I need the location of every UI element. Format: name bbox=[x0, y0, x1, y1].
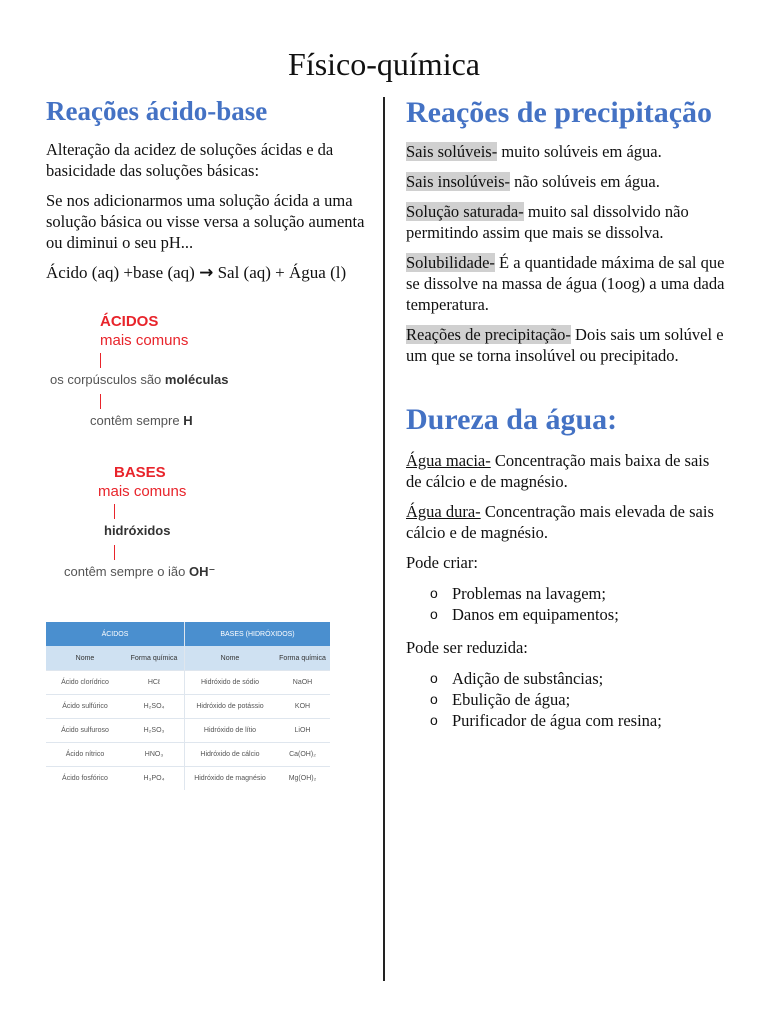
table-row bbox=[46, 671, 330, 695]
table-group-acids: ÁCIDOS bbox=[46, 622, 185, 646]
definition-term: Solubilidade- bbox=[406, 253, 495, 272]
list-item: o Danos em equipamentos; bbox=[430, 604, 726, 625]
can-create-label: Pode criar: bbox=[406, 553, 478, 572]
bases-diagram-connector-2 bbox=[114, 545, 115, 560]
table-cell-acid-formula: H₂SO₄ bbox=[124, 695, 185, 719]
hard-water-text: Concentração mais elevada de sais cálcio e de magnésio. bbox=[406, 502, 714, 542]
soft-water-definition bbox=[406, 450, 726, 492]
table-row bbox=[46, 743, 330, 767]
table-cell-base-name: Hidróxido de magnésio bbox=[185, 767, 276, 791]
acids-diagram bbox=[50, 312, 380, 429]
precipitation-definition bbox=[406, 252, 726, 315]
acids-diagram-connector-2 bbox=[100, 394, 101, 409]
hard-water-term: Água dura- bbox=[406, 502, 481, 521]
equation-products: Sal (aq) + Água (l) bbox=[213, 263, 347, 282]
bases-diagram-line-1 bbox=[50, 522, 380, 539]
table-row bbox=[46, 719, 330, 743]
acids-line-1-text: os corpúsculos são bbox=[50, 372, 165, 387]
list-item: o Adição de substâncias; bbox=[430, 668, 726, 689]
soft-water-text: Concentração mais baixa de sais de cálcio e de magnésio. bbox=[406, 451, 710, 491]
definition-text: Dois sais um solúvel e um que se torna insolúvel ou precipitado. bbox=[406, 325, 724, 365]
table-cell-base-name: Hidróxido de potássio bbox=[185, 695, 276, 719]
acids-line-2-text: contêm sempre bbox=[90, 413, 184, 428]
acid-base-equation bbox=[46, 262, 371, 284]
acids-diagram-subtitle: mais comuns bbox=[100, 332, 189, 349]
bases-diagram-title: BASES bbox=[114, 464, 166, 481]
column-divider bbox=[383, 97, 385, 981]
acid-base-paragraph-2: Se nos adicionarmos uma solução ácida a uma solução básica ou visse versa a solução aumenta ou diminui o seu pH... bbox=[46, 191, 365, 252]
table-row bbox=[46, 767, 330, 791]
left-column bbox=[46, 95, 371, 790]
list-item: o Problemas na lavagem; bbox=[430, 583, 726, 604]
definition-text: muito sal dissolvido não permitindo assim que mais se dissolva. bbox=[406, 202, 689, 242]
acids-line-2-bold: H bbox=[183, 413, 193, 428]
table-cell-base-formula: Ca(OH)₂ bbox=[275, 743, 330, 767]
table-cell-acid-formula: H₃PO₄ bbox=[124, 767, 185, 791]
definition-term: Solução saturada- bbox=[406, 202, 524, 221]
bases-line-1-bold: hidróxidos bbox=[104, 523, 171, 538]
table-cell-base-name: Hidróxido de cálcio bbox=[185, 743, 276, 767]
definition-text: É a quantidade máxima de sal que se dissolve na massa de água (1oog) a uma dada temperatura. bbox=[406, 253, 725, 314]
table-col-base-formula: Forma química bbox=[275, 646, 330, 671]
list-item: o Ebulição de água; bbox=[430, 689, 726, 710]
table-cell-base-formula: NaOH bbox=[275, 671, 330, 695]
bases-line-2-text: contêm sempre o ião bbox=[64, 564, 190, 579]
bases-line-2-bold: OH⁻ bbox=[189, 564, 216, 579]
acid-base-paragraph-1: Alteração da acidez de soluções ácidas e da basicidade das soluções básicas: bbox=[46, 140, 334, 180]
precipitation-heading: Reações de precipitação bbox=[406, 96, 713, 129]
table-cell-base-name: Hidróxido de lítio bbox=[185, 719, 276, 743]
table-cell-acid-name: Ácido sulfuroso bbox=[46, 719, 124, 743]
equation-arrow: → bbox=[199, 263, 214, 283]
table-cell-acid-formula: H₂SO₃ bbox=[124, 719, 185, 743]
table-cell-base-formula: KOH bbox=[275, 695, 330, 719]
water-hardness-heading: Dureza da água: bbox=[406, 403, 618, 436]
definition-term: Sais insolúveis- bbox=[406, 172, 511, 191]
table-cell-acid-name: Ácido sulfúrico bbox=[46, 695, 124, 719]
equation-reactants: Ácido (aq) +base (aq) bbox=[46, 263, 200, 282]
can-reduce-label: Pode ser reduzida: bbox=[406, 638, 528, 657]
table-col-acid-formula: Forma química bbox=[124, 646, 185, 671]
acids-diagram-line-2 bbox=[50, 412, 380, 429]
precipitation-definition bbox=[406, 171, 726, 192]
right-column bbox=[406, 95, 726, 743]
acids-bases-table bbox=[46, 622, 330, 790]
list-item: o Purificador de água com resina; bbox=[430, 710, 726, 731]
bases-diagram-subtitle: mais comuns bbox=[98, 483, 187, 500]
definition-text: muito solúveis em água. bbox=[497, 142, 662, 161]
definition-text: não solúveis em água. bbox=[510, 172, 660, 191]
precipitation-definitions bbox=[406, 141, 726, 366]
table-row bbox=[46, 695, 330, 719]
table-col-acid-name: Nome bbox=[46, 646, 124, 671]
table-cell-acid-formula: HNO₃ bbox=[124, 743, 185, 767]
precipitation-definition bbox=[406, 324, 726, 366]
table-cell-base-formula: LiOH bbox=[275, 719, 330, 743]
table-cell-acid-name: Ácido fosfórico bbox=[46, 767, 124, 791]
table-group-bases: BASES (HIDRÓXIDOS) bbox=[185, 622, 331, 646]
acid-base-heading: Reações ácido-base bbox=[46, 96, 268, 126]
bases-diagram-connector bbox=[114, 504, 115, 519]
table-cell-acid-formula: HCℓ bbox=[124, 671, 185, 695]
soft-water-term: Água macia- bbox=[406, 451, 491, 470]
definition-term: Sais solúveis- bbox=[406, 142, 498, 161]
page-title: Físico-química bbox=[288, 46, 480, 82]
acids-diagram-title: ÁCIDOS bbox=[100, 313, 159, 330]
acids-diagram-connector bbox=[100, 353, 101, 368]
can-reduce-list bbox=[406, 668, 726, 731]
table-cell-base-name: Hidróxido de sódio bbox=[185, 671, 276, 695]
can-create-list bbox=[406, 583, 726, 625]
precipitation-definition bbox=[406, 141, 726, 162]
table-col-base-name: Nome bbox=[185, 646, 276, 671]
table-cell-acid-name: Ácido nítrico bbox=[46, 743, 124, 767]
definition-term: Reações de precipitação- bbox=[406, 325, 571, 344]
table-cell-base-formula: Mg(OH)₂ bbox=[275, 767, 330, 791]
bases-diagram bbox=[50, 463, 380, 580]
bases-diagram-line-2 bbox=[50, 563, 380, 580]
table-cell-acid-name: Ácido clorídrico bbox=[46, 671, 124, 695]
acids-diagram-line-1 bbox=[50, 371, 380, 388]
precipitation-definition bbox=[406, 201, 726, 243]
acids-line-1-bold: moléculas bbox=[164, 372, 229, 387]
hard-water-definition bbox=[406, 501, 726, 543]
